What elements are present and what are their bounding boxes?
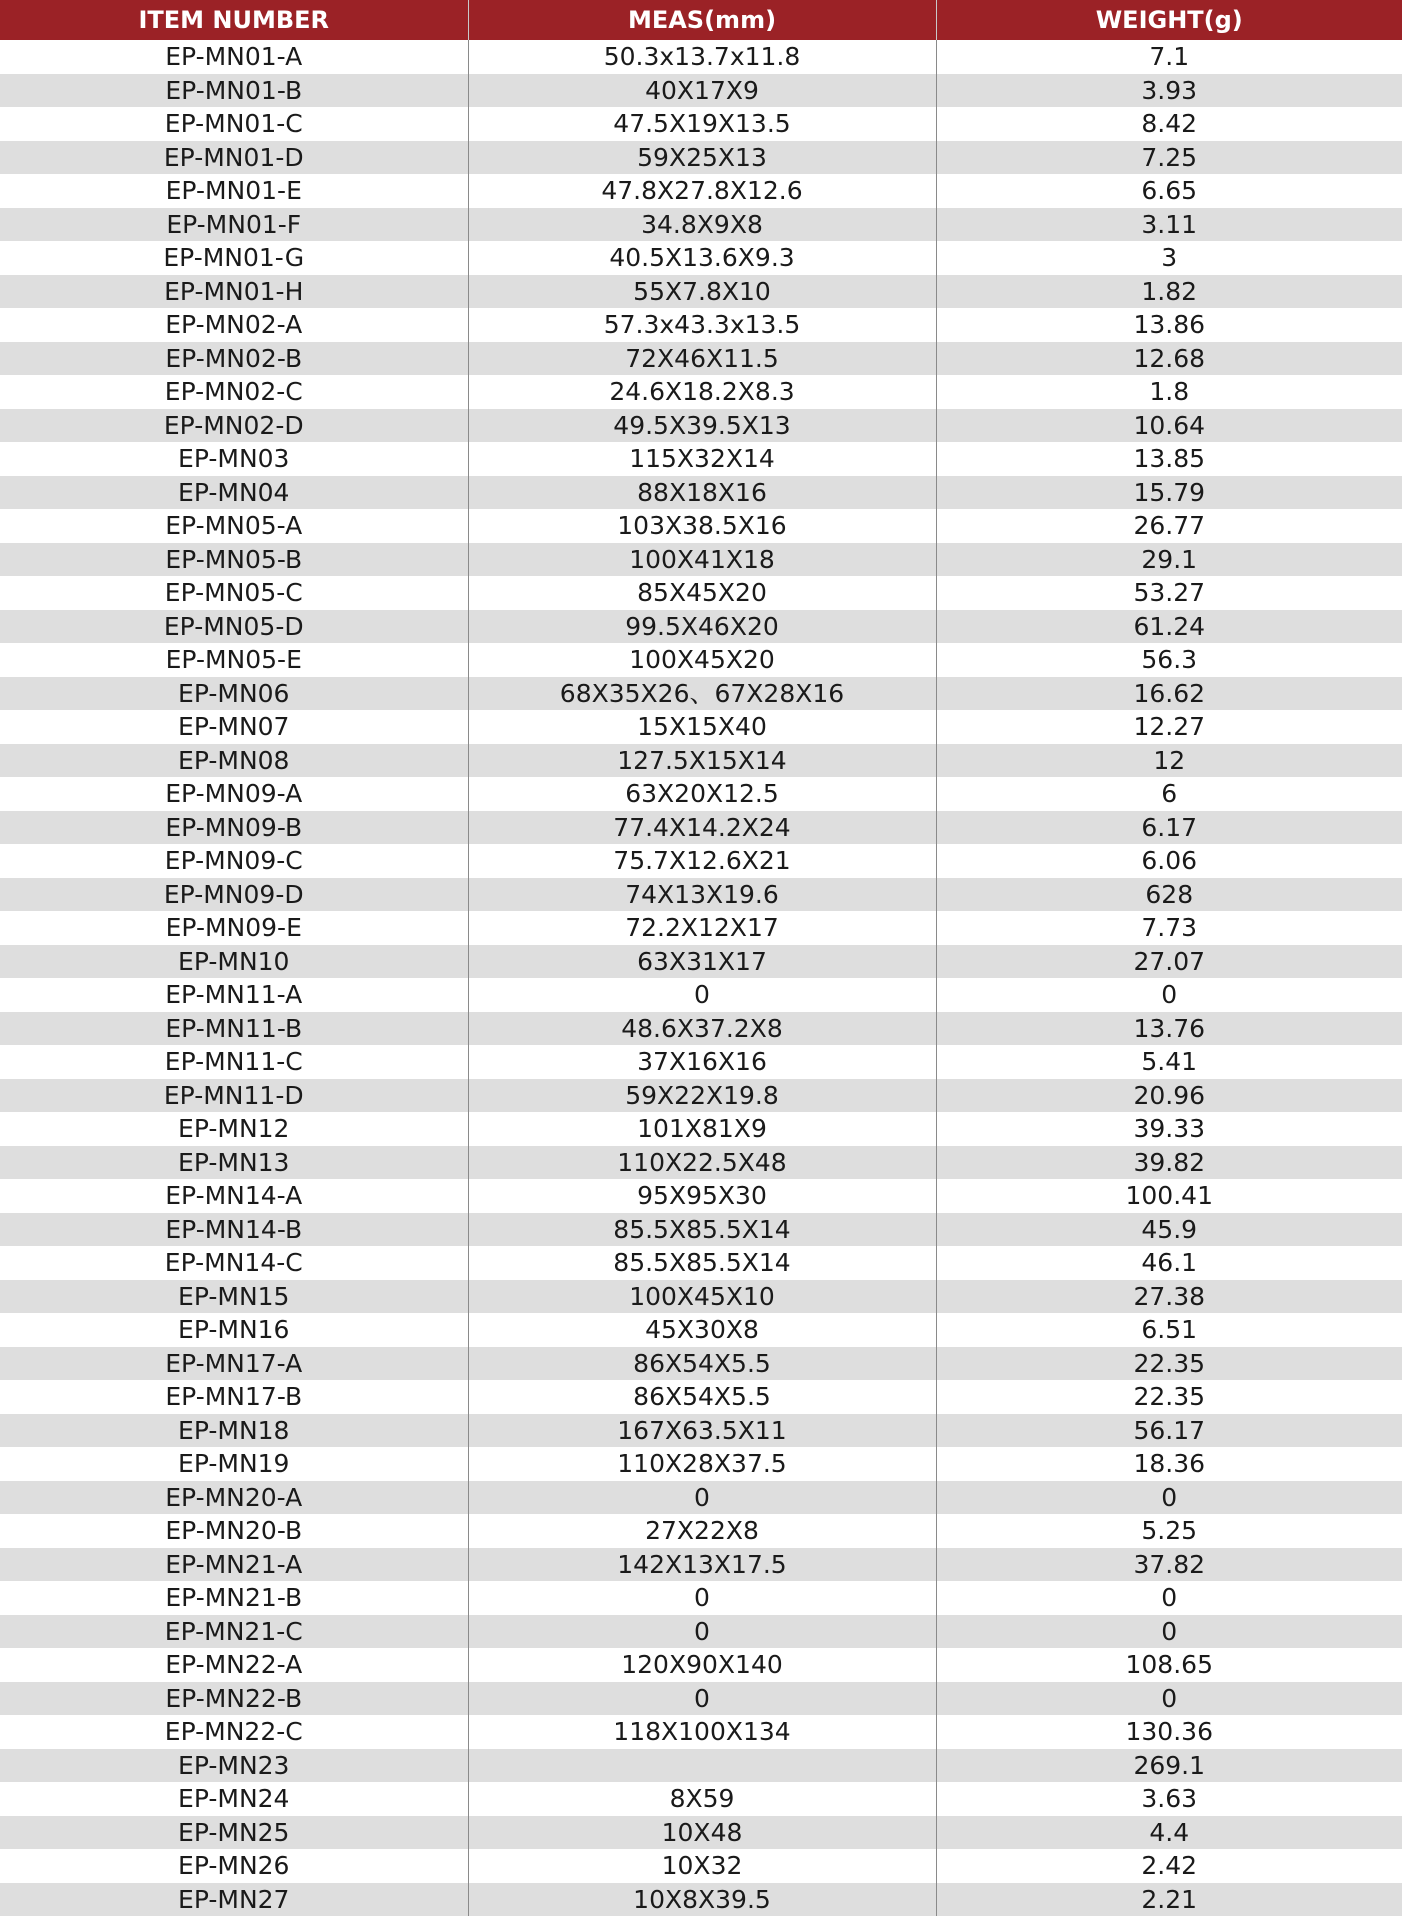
meas-cell: 8X59 bbox=[468, 1782, 936, 1816]
table-row bbox=[0, 1112, 1402, 1146]
weight-cell: 1.8 bbox=[936, 375, 1402, 409]
item-number-cell: EP-MN08 bbox=[0, 744, 468, 778]
meas-cell: 40.5X13.6X9.3 bbox=[468, 241, 936, 275]
table-row bbox=[0, 1749, 1402, 1783]
weight-cell: 61.24 bbox=[936, 610, 1402, 644]
weight-cell: 3.93 bbox=[936, 74, 1402, 108]
table-row bbox=[0, 442, 1402, 476]
table-row bbox=[0, 677, 1402, 711]
item-number-cell: EP-MN02-C bbox=[0, 375, 468, 409]
table-row bbox=[0, 1782, 1402, 1816]
item-number-cell: EP-MN06 bbox=[0, 677, 468, 711]
meas-cell: 10X8X39.5 bbox=[468, 1883, 936, 1917]
item-number-cell: EP-MN05-D bbox=[0, 610, 468, 644]
item-number-cell: EP-MN10 bbox=[0, 945, 468, 979]
weight-cell: 37.82 bbox=[936, 1548, 1402, 1582]
item-number-cell: EP-MN11-B bbox=[0, 1012, 468, 1046]
item-number-cell: EP-MN22-B bbox=[0, 1682, 468, 1716]
weight-cell: 15.79 bbox=[936, 476, 1402, 510]
table-row bbox=[0, 1179, 1402, 1213]
item-number-cell: EP-MN07 bbox=[0, 710, 468, 744]
meas-cell: 0 bbox=[468, 978, 936, 1012]
item-number-cell: EP-MN01-E bbox=[0, 174, 468, 208]
weight-cell: 5.25 bbox=[936, 1514, 1402, 1548]
item-number-cell: EP-MN17-B bbox=[0, 1380, 468, 1414]
weight-cell: 26.77 bbox=[936, 509, 1402, 543]
meas-cell: 85.5X85.5X14 bbox=[468, 1246, 936, 1280]
table-row bbox=[0, 1313, 1402, 1347]
item-number-cell: EP-MN09-A bbox=[0, 777, 468, 811]
table-row bbox=[0, 1548, 1402, 1582]
meas-cell: 86X54X5.5 bbox=[468, 1347, 936, 1381]
weight-cell: 6 bbox=[936, 777, 1402, 811]
item-number-cell: EP-MN22-A bbox=[0, 1648, 468, 1682]
weight-cell: 6.06 bbox=[936, 844, 1402, 878]
meas-cell: 59X22X19.8 bbox=[468, 1079, 936, 1113]
meas-cell: 34.8X9X8 bbox=[468, 208, 936, 242]
item-number-cell: EP-MN18 bbox=[0, 1414, 468, 1448]
weight-cell: 2.42 bbox=[936, 1849, 1402, 1883]
table-row bbox=[0, 1380, 1402, 1414]
item-number-cell: EP-MN26 bbox=[0, 1849, 468, 1883]
meas-cell: 99.5X46X20 bbox=[468, 610, 936, 644]
item-number-cell: EP-MN09-B bbox=[0, 811, 468, 845]
item-number-cell: EP-MN05-A bbox=[0, 509, 468, 543]
table-row bbox=[0, 141, 1402, 175]
item-number-cell: EP-MN01-A bbox=[0, 40, 468, 74]
weight-cell: 0 bbox=[936, 978, 1402, 1012]
meas-cell: 77.4X14.2X24 bbox=[468, 811, 936, 845]
table-row bbox=[0, 576, 1402, 610]
table-header bbox=[0, 0, 1402, 40]
weight-cell: 13.85 bbox=[936, 442, 1402, 476]
weight-cell: 4.4 bbox=[936, 1816, 1402, 1850]
item-number-cell: EP-MN01-D bbox=[0, 141, 468, 175]
weight-cell: 12 bbox=[936, 744, 1402, 778]
weight-cell: 0 bbox=[936, 1615, 1402, 1649]
table-row bbox=[0, 1213, 1402, 1247]
table-row bbox=[0, 610, 1402, 644]
weight-cell: 108.65 bbox=[936, 1648, 1402, 1682]
meas-cell: 85X45X20 bbox=[468, 576, 936, 610]
table-row bbox=[0, 476, 1402, 510]
table-row bbox=[0, 1648, 1402, 1682]
table-row bbox=[0, 1481, 1402, 1515]
item-number-cell: EP-MN09-D bbox=[0, 878, 468, 912]
meas-cell: 24.6X18.2X8.3 bbox=[468, 375, 936, 409]
item-number-cell: EP-MN09-E bbox=[0, 911, 468, 945]
meas-cell: 40X17X9 bbox=[468, 74, 936, 108]
item-number-cell: EP-MN16 bbox=[0, 1313, 468, 1347]
table-row bbox=[0, 945, 1402, 979]
item-number-cell: EP-MN01-B bbox=[0, 74, 468, 108]
meas-cell: 0 bbox=[468, 1615, 936, 1649]
item-number-cell: EP-MN01-F bbox=[0, 208, 468, 242]
weight-cell: 27.07 bbox=[936, 945, 1402, 979]
table-row bbox=[0, 1816, 1402, 1850]
weight-cell: 0 bbox=[936, 1481, 1402, 1515]
item-number-cell: EP-MN15 bbox=[0, 1280, 468, 1314]
table-row bbox=[0, 710, 1402, 744]
meas-cell: 45X30X8 bbox=[468, 1313, 936, 1347]
weight-cell: 20.96 bbox=[936, 1079, 1402, 1113]
item-number-cell: EP-MN24 bbox=[0, 1782, 468, 1816]
table-row bbox=[0, 208, 1402, 242]
table-row bbox=[0, 1045, 1402, 1079]
weight-cell: 269.1 bbox=[936, 1749, 1402, 1783]
table-row bbox=[0, 241, 1402, 275]
table-row bbox=[0, 744, 1402, 778]
table-row bbox=[0, 911, 1402, 945]
meas-cell: 0 bbox=[468, 1682, 936, 1716]
table-body bbox=[0, 40, 1402, 1916]
weight-cell: 13.86 bbox=[936, 308, 1402, 342]
item-number-cell: EP-MN25 bbox=[0, 1816, 468, 1850]
weight-cell: 628 bbox=[936, 878, 1402, 912]
item-number-cell: EP-MN22-C bbox=[0, 1715, 468, 1749]
header-meas: MEAS(mm) bbox=[468, 0, 936, 40]
meas-cell: 103X38.5X16 bbox=[468, 509, 936, 543]
meas-cell: 0 bbox=[468, 1581, 936, 1615]
meas-cell: 47.5X19X13.5 bbox=[468, 107, 936, 141]
table-row bbox=[0, 1012, 1402, 1046]
item-number-cell: EP-MN20-A bbox=[0, 1481, 468, 1515]
weight-cell: 7.73 bbox=[936, 911, 1402, 945]
item-number-cell: EP-MN21-B bbox=[0, 1581, 468, 1615]
item-number-cell: EP-MN04 bbox=[0, 476, 468, 510]
meas-cell: 167X63.5X11 bbox=[468, 1414, 936, 1448]
meas-cell: 75.7X12.6X21 bbox=[468, 844, 936, 878]
table-row bbox=[0, 777, 1402, 811]
weight-cell: 45.9 bbox=[936, 1213, 1402, 1247]
item-number-cell: EP-MN21-A bbox=[0, 1548, 468, 1582]
meas-cell: 100X45X10 bbox=[468, 1280, 936, 1314]
meas-cell: 127.5X15X14 bbox=[468, 744, 936, 778]
weight-cell: 3.63 bbox=[936, 1782, 1402, 1816]
meas-cell: 59X25X13 bbox=[468, 141, 936, 175]
meas-cell: 47.8X27.8X12.6 bbox=[468, 174, 936, 208]
meas-cell: 49.5X39.5X13 bbox=[468, 409, 936, 443]
weight-cell: 1.82 bbox=[936, 275, 1402, 309]
weight-cell: 53.27 bbox=[936, 576, 1402, 610]
item-number-cell: EP-MN05-B bbox=[0, 543, 468, 577]
item-number-cell: EP-MN21-C bbox=[0, 1615, 468, 1649]
header-weight: WEIGHT(g) bbox=[936, 0, 1402, 40]
table-row bbox=[0, 1146, 1402, 1180]
meas-cell: 86X54X5.5 bbox=[468, 1380, 936, 1414]
table-row bbox=[0, 1883, 1402, 1917]
meas-cell: 37X16X16 bbox=[468, 1045, 936, 1079]
meas-cell: 55X7.8X10 bbox=[468, 275, 936, 309]
weight-cell: 12.68 bbox=[936, 342, 1402, 376]
item-number-cell: EP-MN02-B bbox=[0, 342, 468, 376]
weight-cell: 6.51 bbox=[936, 1313, 1402, 1347]
meas-cell: 110X22.5X48 bbox=[468, 1146, 936, 1180]
item-number-cell: EP-MN14-A bbox=[0, 1179, 468, 1213]
table-row bbox=[0, 1715, 1402, 1749]
weight-cell: 6.65 bbox=[936, 174, 1402, 208]
weight-cell: 5.41 bbox=[936, 1045, 1402, 1079]
item-number-cell: EP-MN13 bbox=[0, 1146, 468, 1180]
item-number-cell: EP-MN11-D bbox=[0, 1079, 468, 1113]
item-number-cell: EP-MN11-A bbox=[0, 978, 468, 1012]
item-number-cell: EP-MN27 bbox=[0, 1883, 468, 1917]
item-number-cell: EP-MN02-D bbox=[0, 409, 468, 443]
weight-cell: 12.27 bbox=[936, 710, 1402, 744]
weight-cell: 22.35 bbox=[936, 1347, 1402, 1381]
table-row bbox=[0, 543, 1402, 577]
table-row bbox=[0, 1447, 1402, 1481]
table-row bbox=[0, 308, 1402, 342]
meas-cell: 85.5X85.5X14 bbox=[468, 1213, 936, 1247]
weight-cell: 0 bbox=[936, 1682, 1402, 1716]
meas-cell: 48.6X37.2X8 bbox=[468, 1012, 936, 1046]
weight-cell: 3.11 bbox=[936, 208, 1402, 242]
table-row bbox=[0, 844, 1402, 878]
item-number-cell: EP-MN20-B bbox=[0, 1514, 468, 1548]
table-row bbox=[0, 275, 1402, 309]
header-item-number: ITEM NUMBER bbox=[0, 0, 468, 40]
item-number-cell: EP-MN01-C bbox=[0, 107, 468, 141]
weight-cell: 16.62 bbox=[936, 677, 1402, 711]
header-row bbox=[0, 0, 1402, 40]
meas-cell: 27X22X8 bbox=[468, 1514, 936, 1548]
weight-cell: 46.1 bbox=[936, 1246, 1402, 1280]
table-row bbox=[0, 978, 1402, 1012]
table-row bbox=[0, 1280, 1402, 1314]
table-row bbox=[0, 74, 1402, 108]
meas-cell: 63X20X12.5 bbox=[468, 777, 936, 811]
item-number-cell: EP-MN19 bbox=[0, 1447, 468, 1481]
item-number-cell: EP-MN02-A bbox=[0, 308, 468, 342]
meas-cell: 100X41X18 bbox=[468, 543, 936, 577]
weight-cell: 8.42 bbox=[936, 107, 1402, 141]
weight-cell: 18.36 bbox=[936, 1447, 1402, 1481]
meas-cell: 15X15X40 bbox=[468, 710, 936, 744]
table-row bbox=[0, 1414, 1402, 1448]
item-number-cell: EP-MN01-H bbox=[0, 275, 468, 309]
meas-cell: 74X13X19.6 bbox=[468, 878, 936, 912]
meas-cell: 57.3x43.3x13.5 bbox=[468, 308, 936, 342]
meas-cell: 10X32 bbox=[468, 1849, 936, 1883]
table-row bbox=[0, 1246, 1402, 1280]
meas-cell: 68X35X26、67X28X16 bbox=[468, 677, 936, 711]
table-row bbox=[0, 1849, 1402, 1883]
table-row bbox=[0, 1682, 1402, 1716]
item-number-cell: EP-MN23 bbox=[0, 1749, 468, 1783]
table-row bbox=[0, 811, 1402, 845]
weight-cell: 13.76 bbox=[936, 1012, 1402, 1046]
meas-cell: 0 bbox=[468, 1481, 936, 1515]
meas-cell: 101X81X9 bbox=[468, 1112, 936, 1146]
weight-cell: 6.17 bbox=[936, 811, 1402, 845]
weight-cell: 7.1 bbox=[936, 40, 1402, 74]
meas-cell: 50.3x13.7x11.8 bbox=[468, 40, 936, 74]
weight-cell: 130.36 bbox=[936, 1715, 1402, 1749]
weight-cell: 29.1 bbox=[936, 543, 1402, 577]
meas-cell: 95X95X30 bbox=[468, 1179, 936, 1213]
table-row bbox=[0, 643, 1402, 677]
weight-cell: 56.3 bbox=[936, 643, 1402, 677]
weight-cell: 27.38 bbox=[936, 1280, 1402, 1314]
item-number-cell: EP-MN14-B bbox=[0, 1213, 468, 1247]
weight-cell: 22.35 bbox=[936, 1380, 1402, 1414]
item-number-cell: EP-MN05-E bbox=[0, 643, 468, 677]
weight-cell: 7.25 bbox=[936, 141, 1402, 175]
meas-cell: 100X45X20 bbox=[468, 643, 936, 677]
weight-cell: 56.17 bbox=[936, 1414, 1402, 1448]
meas-cell: 72.2X12X17 bbox=[468, 911, 936, 945]
weight-cell: 39.82 bbox=[936, 1146, 1402, 1180]
table-row bbox=[0, 342, 1402, 376]
table-row bbox=[0, 878, 1402, 912]
weight-cell: 10.64 bbox=[936, 409, 1402, 443]
weight-cell: 0 bbox=[936, 1581, 1402, 1615]
table-row bbox=[0, 409, 1402, 443]
meas-cell: 72X46X11.5 bbox=[468, 342, 936, 376]
weight-cell: 100.41 bbox=[936, 1179, 1402, 1213]
item-number-cell: EP-MN11-C bbox=[0, 1045, 468, 1079]
table-row bbox=[0, 1581, 1402, 1615]
item-number-cell: EP-MN17-A bbox=[0, 1347, 468, 1381]
meas-cell: 10X48 bbox=[468, 1816, 936, 1850]
weight-cell: 3 bbox=[936, 241, 1402, 275]
meas-cell bbox=[468, 1749, 936, 1783]
item-number-cell: EP-MN05-C bbox=[0, 576, 468, 610]
item-number-cell: EP-MN09-C bbox=[0, 844, 468, 878]
weight-cell: 39.33 bbox=[936, 1112, 1402, 1146]
table-row bbox=[0, 1079, 1402, 1113]
meas-cell: 110X28X37.5 bbox=[468, 1447, 936, 1481]
item-number-cell: EP-MN01-G bbox=[0, 241, 468, 275]
meas-cell: 118X100X134 bbox=[468, 1715, 936, 1749]
meas-cell: 120X90X140 bbox=[468, 1648, 936, 1682]
meas-cell: 115X32X14 bbox=[468, 442, 936, 476]
meas-cell: 63X31X17 bbox=[468, 945, 936, 979]
item-number-cell: EP-MN12 bbox=[0, 1112, 468, 1146]
table-row bbox=[0, 1615, 1402, 1649]
item-number-cell: EP-MN14-C bbox=[0, 1246, 468, 1280]
table-row bbox=[0, 40, 1402, 74]
table-row bbox=[0, 509, 1402, 543]
table-row bbox=[0, 1514, 1402, 1548]
meas-cell: 88X18X16 bbox=[468, 476, 936, 510]
table-row bbox=[0, 174, 1402, 208]
table-row bbox=[0, 1347, 1402, 1381]
meas-cell: 142X13X17.5 bbox=[468, 1548, 936, 1582]
table-row bbox=[0, 375, 1402, 409]
item-number-cell: EP-MN03 bbox=[0, 442, 468, 476]
table-row bbox=[0, 107, 1402, 141]
weight-cell: 2.21 bbox=[936, 1883, 1402, 1917]
